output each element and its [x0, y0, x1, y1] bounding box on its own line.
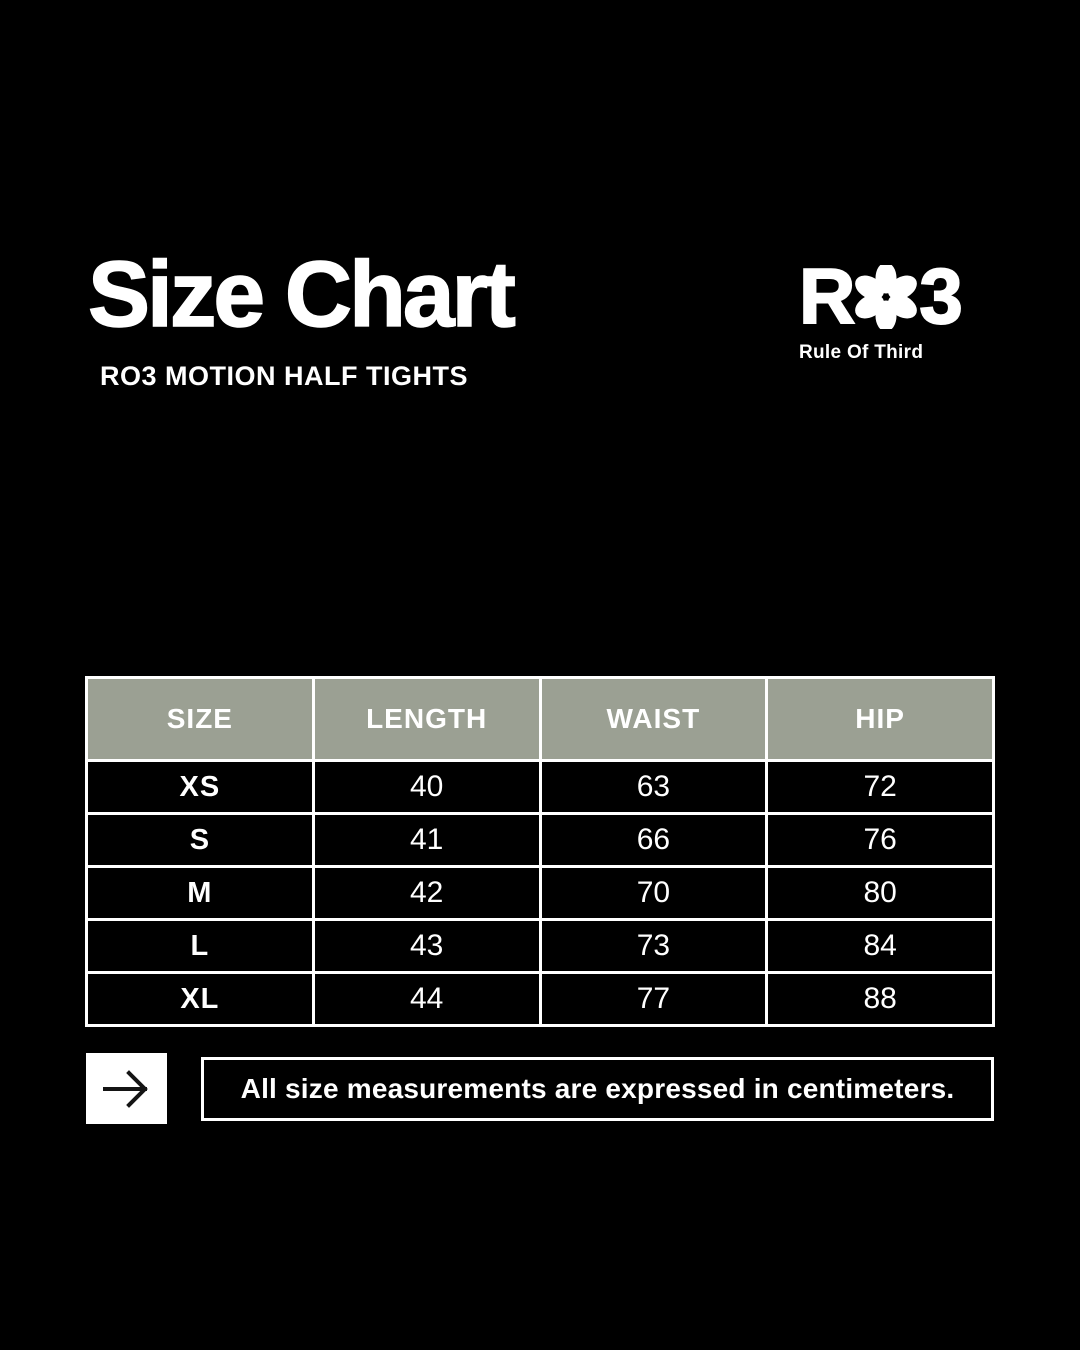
waist-cell: 70: [540, 867, 767, 920]
length-cell: 42: [313, 867, 540, 920]
page-title: Size Chart: [88, 242, 513, 346]
size-table: [85, 676, 995, 1027]
column-header-waist: WAIST: [540, 678, 767, 761]
length-cell: 44: [313, 973, 540, 1026]
units-note-box: [201, 1057, 994, 1121]
arrow-right-icon: [102, 1068, 152, 1110]
table-row: [87, 814, 994, 867]
waist-cell: 66: [540, 814, 767, 867]
product-name: RO3 MOTION HALF TIGHTS: [100, 361, 468, 391]
size-cell: L: [87, 920, 314, 973]
waist-cell: 73: [540, 920, 767, 973]
flower-asterisk-icon: [854, 265, 918, 329]
size-cell: M: [87, 867, 314, 920]
size-cell: XL: [87, 973, 314, 1026]
length-cell: 43: [313, 920, 540, 973]
column-header-hip: HIP: [767, 678, 994, 761]
length-cell: 40: [313, 761, 540, 814]
waist-cell: 63: [540, 761, 767, 814]
next-arrow-button[interactable]: [86, 1053, 167, 1124]
hero-block: [88, 242, 513, 392]
table-row: [87, 761, 994, 814]
hip-cell: 72: [767, 761, 994, 814]
table-header-row: [87, 678, 994, 761]
brand-tagline: Rule Of Third: [799, 342, 924, 363]
logo-digit-3: 3: [919, 252, 961, 340]
column-header-size: SIZE: [87, 678, 314, 761]
brand-logo-mark: [799, 252, 961, 340]
waist-cell: 77: [540, 973, 767, 1026]
hip-cell: 76: [767, 814, 994, 867]
hip-cell: 88: [767, 973, 994, 1026]
table-row: [87, 867, 994, 920]
brand-logo: [799, 252, 961, 364]
table-row: [87, 973, 994, 1026]
length-cell: 41: [313, 814, 540, 867]
column-header-length: LENGTH: [313, 678, 540, 761]
units-note-text: All size measurements are expressed in centimeters.: [240, 1073, 955, 1104]
hip-cell: 80: [767, 867, 994, 920]
hip-cell: 84: [767, 920, 994, 973]
logo-letter-r: R: [799, 252, 854, 340]
table-row: [87, 920, 994, 973]
size-cell: S: [87, 814, 314, 867]
size-cell: XS: [87, 761, 314, 814]
